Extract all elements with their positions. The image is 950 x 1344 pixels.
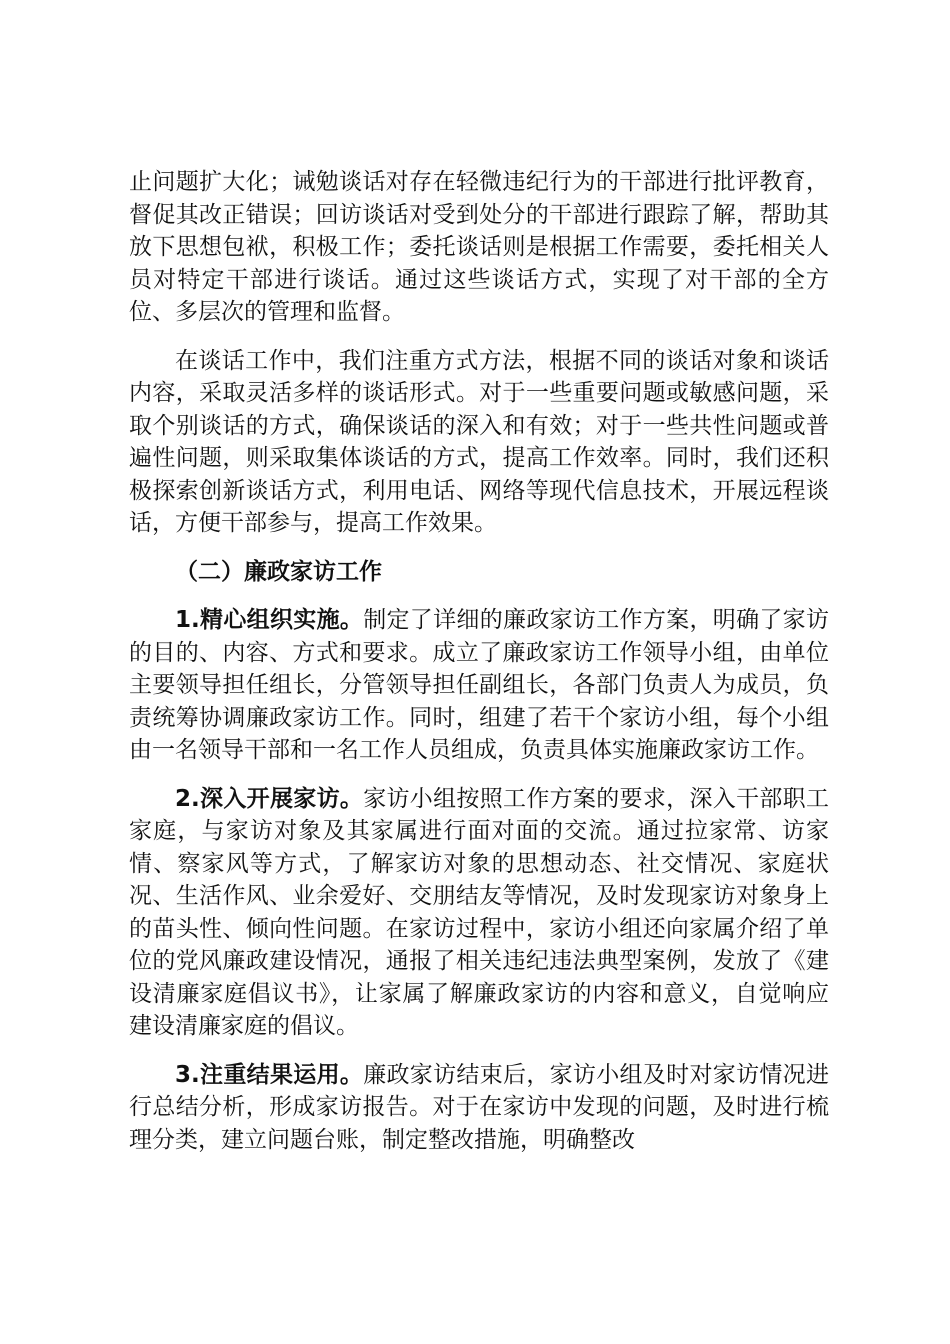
item-conduct-visits-lead: 2.深入开展家访。 [175, 785, 364, 812]
item-apply-results-text: 廉政家访结束后，家访小组及时对家访情况进行总结分析，形成家访报告。对于在家访中发现的问题，及时进行梳理分类，建立问题台账，制定整改措施，明确整改 [129, 1061, 829, 1153]
paragraph-talk-types: 止问题扩大化；诫勉谈话对存在轻微违纪行为的干部进行批评教育，督促其改正错误；回访谈话对受到处分的干部进行跟踪了解，帮助其放下思想包袱，积极工作；委托谈话则是根据工作需要，委托相关人员对特定干部进行谈话。通过这些谈话方式，实现了对干部的全方位、多层次的管理和监督。 [129, 169, 829, 325]
document-page [129, 166, 829, 1172]
item-conduct-visits [129, 783, 829, 1043]
item-apply-results [129, 1059, 829, 1157]
section-heading-home-visit: （二）廉政家访工作 [175, 558, 382, 585]
item-conduct-visits-text: 家访小组按照工作方案的要求，深入干部职工家庭，与家访对象及其家属进行面对面的交流。通过拉家常、访家情、察家风等方式，了解家访对象的思想动态、社交情况、家庭状况、生活作风、业余爱好、交朋结友等情况，及时发现家访对象身上的苗头性、倾向性问题。在家访过程中，家访小组还向家属介绍了单位的党风廉政建设情况，通报了相关违纪违法典型案例，发放了《建设清廉家庭倡议书》，让家属了解廉政家访的内容和意义，自觉响应建设清廉家庭的倡议。 [129, 785, 829, 1039]
item-organize-text: 制定了详细的廉政家访工作方案，明确了家访的目的、内容、方式和要求。成立了廉政家访工作领导小组，由单位主要领导担任组长，分管领导担任副组长，各部门负责人为成员，负责统筹协调廉政家访工作。同时，组建了若干个家访小组，每个小组由一名领导干部和一名工作人员组成，负责具体实施廉政家访工作。 [129, 607, 829, 763]
paragraph-talk-methods: 在谈话工作中，我们注重方式方法，根据不同的谈话对象和谈话内容，采取灵活多样的谈话形式。对于一些重要问题或敏感问题，采取个别谈话的方式，确保谈话的深入和有效；对于一些共性问题或普遍性问题，则采取集体谈话的方式，提高工作效率。同时，我们还积极探索创新谈话方式，利用电话、网络等现代信息技术，开展远程谈话，方便干部参与，提高工作效果。 [129, 347, 829, 536]
item-apply-results-lead: 3.注重结果运用。 [175, 1061, 364, 1088]
item-organize [129, 604, 829, 767]
item-organize-lead: 1.精心组织实施。 [175, 607, 364, 633]
